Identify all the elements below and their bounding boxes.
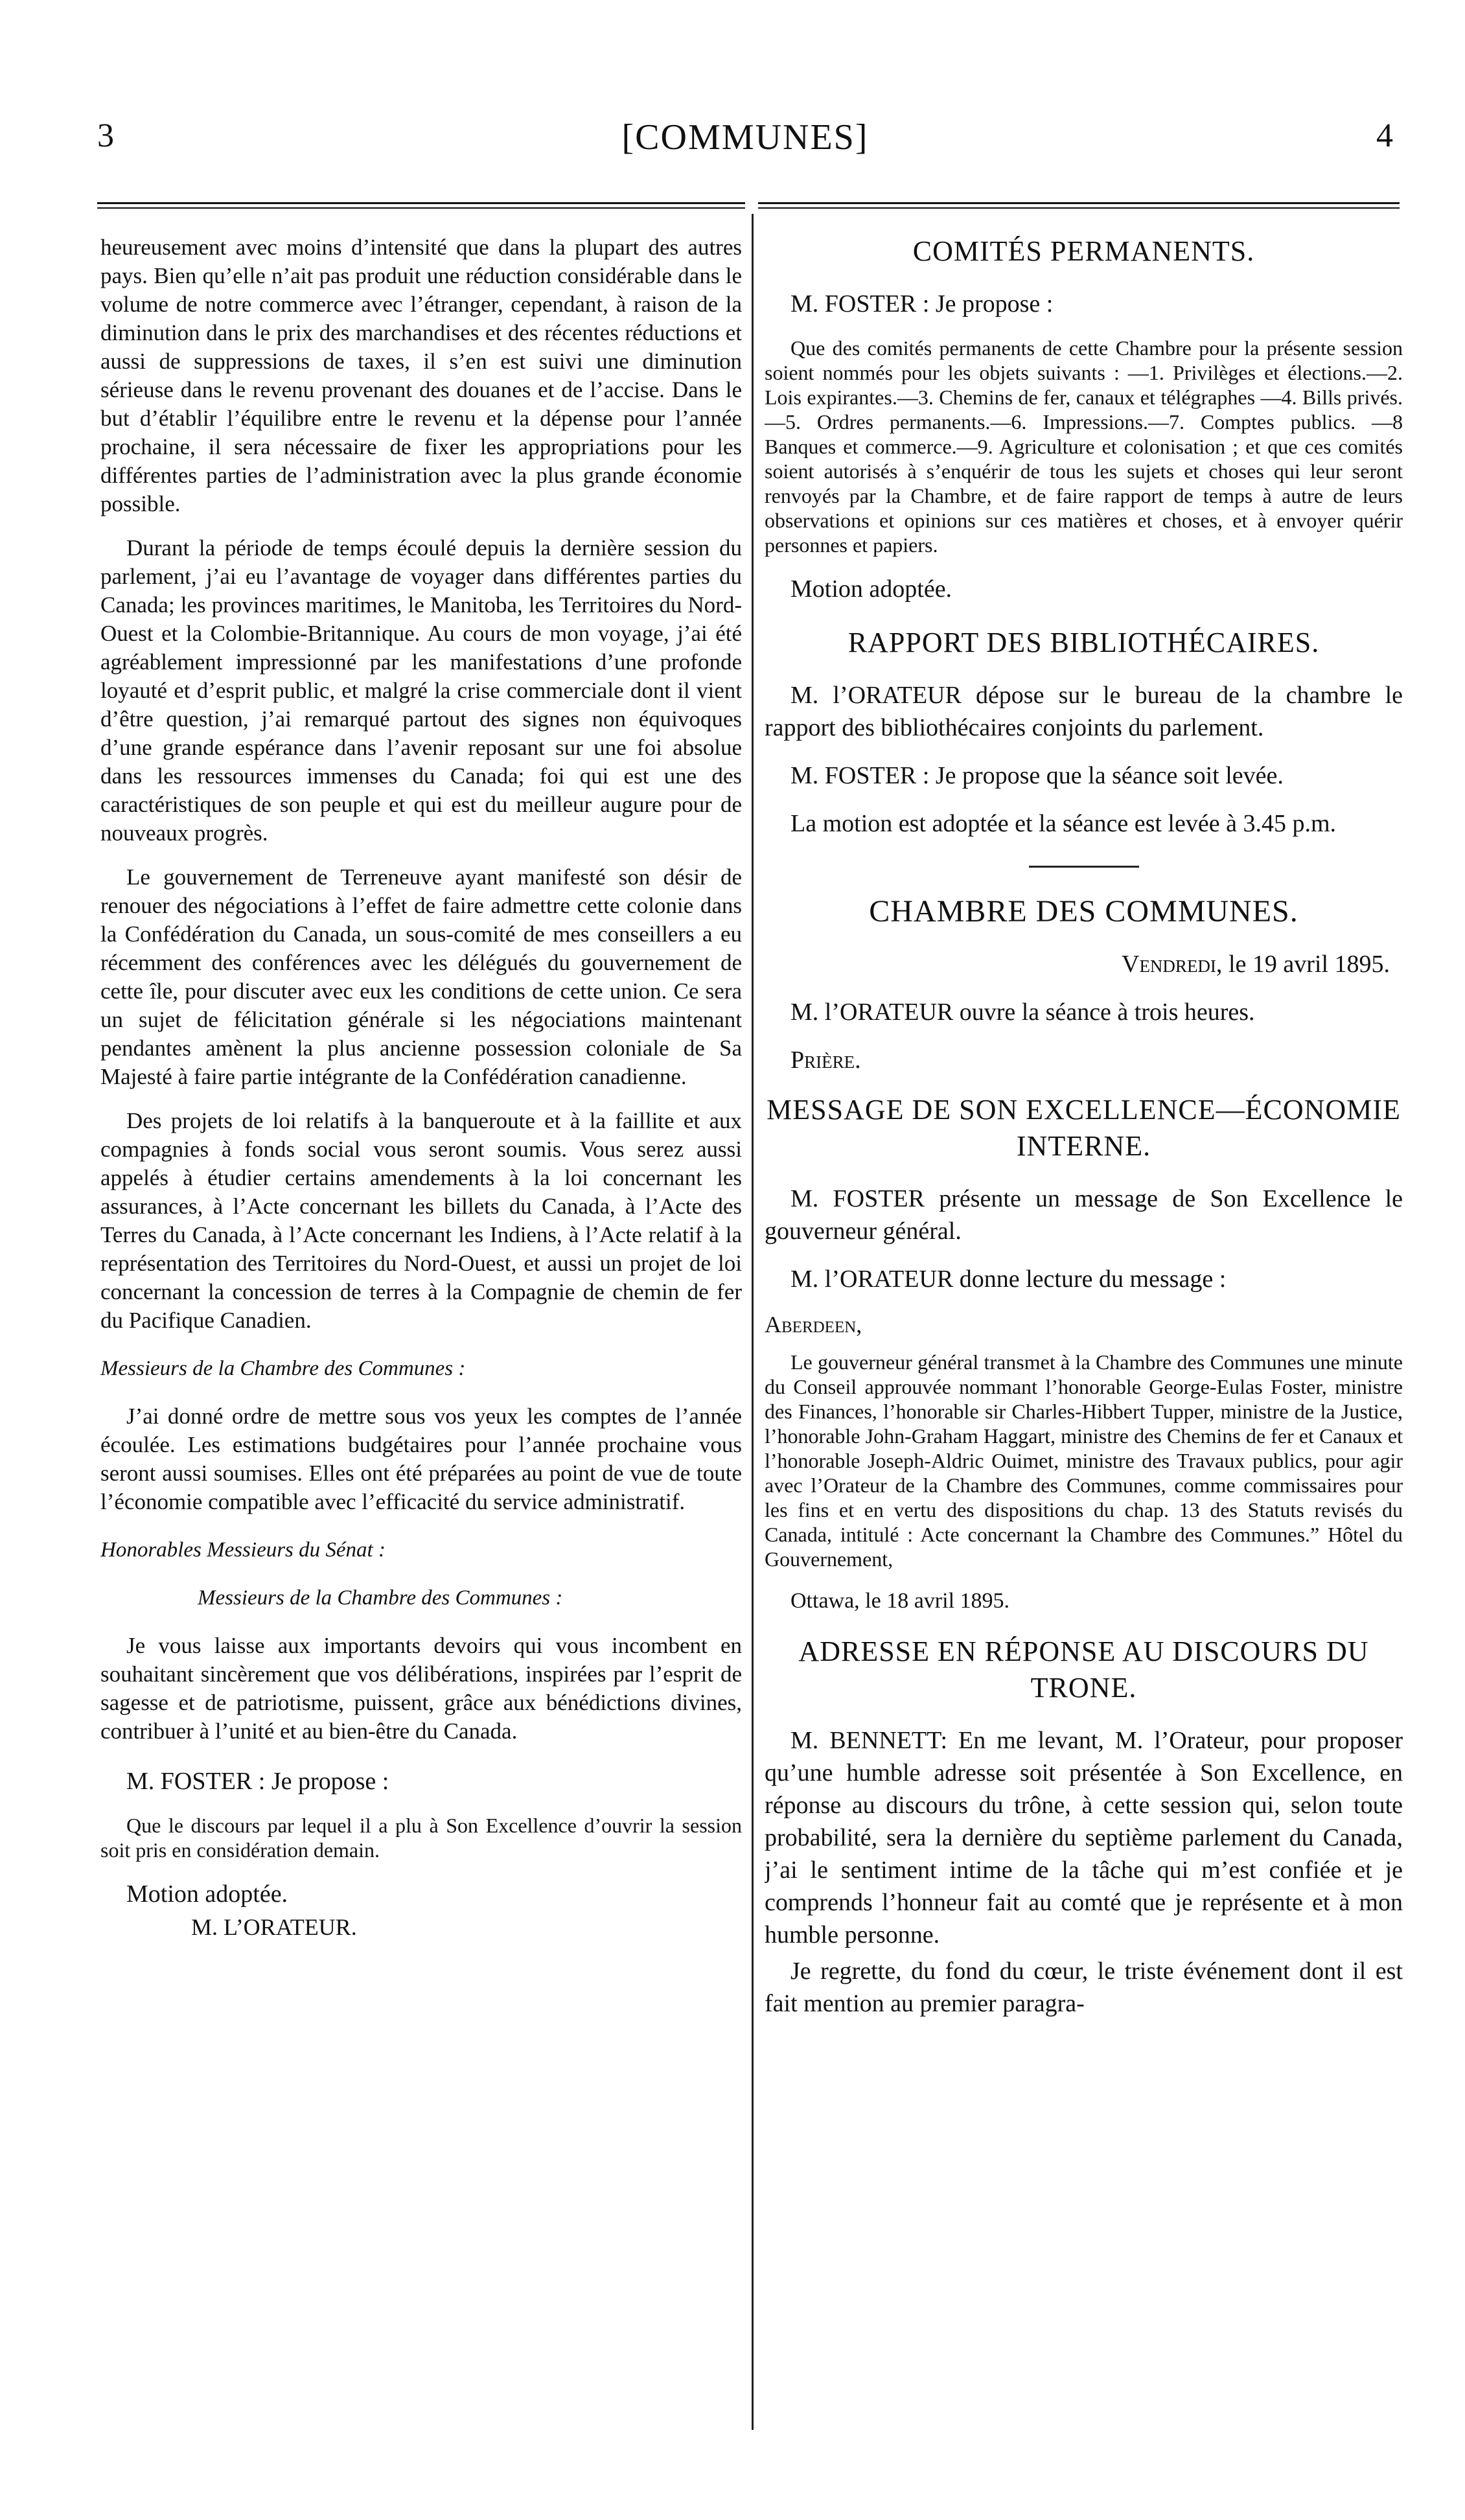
signature-orateur: M. L’ORATEUR. [191, 1914, 357, 1940]
motion-text: Que le discours par lequel il a plu à Son Excellence d’ouvrir la session soit pris en considération demain. [100, 1814, 742, 1862]
sitting-date [765, 948, 1390, 980]
paragraph: Je vous laisse aux importants devoirs qui vous incombent en souhaitant sincèrement que vos délibérations, inspirées par l’esprit de sagesse et de patriotisme, puissent, grâce aux bénédictions divines, contribuer à l’unité et au bien-être du Canada. [100, 1633, 742, 1744]
message-text: Le gouverneur général transmet à la Chambre des Communes une minute du Conseil approuvée nommant l’honorable George-Eulas Foster, ministre des Finances, l’honorable sir Charles-Hibbert Tupper, ministre de la Justice, l’honorable John-Graham Haggart, ministre des Chemins de fer et Canaux et l’honorable Joseph-Aldric Ouimet, ministre des Travaux publics, pour agir avec l’Orateur de la Chambre des Communes, comme commissaires pour les fins et en vertu des dispositions du chap. 13 des Statuts revisés du Canada, intitulé : Acte concernant la Chambre des Communes.” Hôtel du Gouvernement, [765, 1350, 1403, 1571]
header-rule-right-2 [758, 207, 1400, 209]
priere: Prière. [790, 1046, 861, 1074]
column-divider [752, 214, 754, 2430]
paragraph: heureusement avec moins d’intensité que dans la plupart des autres pays. Bien qu’elle n’ait pas produit une réduction considérable dans le volume de notre commerce avec l’étranger, cependant, à raison de la diminution dans le prix des marchandises et des récentes réductions et aussi de suppressions de taxes, il s’en est suivi une diminution sérieuse dans le revenu provenant des douanes et de l’accise. Dans le but d’établir l’équilibre entre le revenu et la dépense pour l’année prochaine, il sera nécessaire de fixer les appropriations pour les différentes parties de l’administration avec la plus grande économie possible. [100, 235, 742, 516]
sitting-date-rest: le 19 avril 1895. [1228, 951, 1390, 978]
page-header [97, 117, 1393, 168]
header-rule-left [97, 202, 745, 204]
salutation: Messieurs de la Chambre des Communes : [198, 1586, 563, 1610]
salutation: Messieurs de la Chambre des Communes : [100, 1357, 466, 1380]
section-heading: COMITÉS PERMANENTS. [912, 235, 1255, 267]
speaker-line: M. BENNETT: En me levant, M. l’Orateur, pour proposer qu’une humble adresse soit présentée à Son Excellence, en réponse au discours du trône, à cette session qui, selon toute probabilité, sera la dernière du septième parlement du Canada, j’ai le sentiment intime de la tâche qui m’est confiée et je comprends l’honneur fait au comté que je représente et à mon humble personne. [765, 1727, 1403, 1948]
message-signature: Aberdeen, [765, 1312, 862, 1337]
paragraph: Des projets de loi relatifs à la banqueroute et à la faillite et aux compagnies à fonds social vous seront soumis. Vous serez aussi appelés à étudier certains amendements à la loi concernant les assurances, à l’Acte concernant les billets du Canada, à l’Acte des Terres du Canada, à l’Acte concernant les Indiens, à l’Acte relatif à la représentation des Territoires du Nord-Ouest, et aussi un projet de loi concernant la concession de terres à la Compagnie de chemin de fer du Pacifique Canadien. [100, 1108, 742, 1333]
section-heading: MESSAGE DE SON EXCELLENCE—ÉCONOMIE INTERNE. [767, 1094, 1401, 1162]
motion-speaker: M. FOSTER : Je propose : [126, 1768, 389, 1795]
running-title: [COMMUNES] [621, 117, 869, 157]
section-heading: ADRESSE EN RÉPONSE AU DISCOURS DU TRONE. [798, 1636, 1369, 1704]
page-number-right: 4 [1376, 117, 1393, 154]
sitting-day: Vendredi, [1122, 951, 1223, 978]
speaker-line: La motion est adoptée et la séance est levée à 3.45 p.m. [790, 810, 1337, 837]
salutation: Honorables Messieurs du Sénat : [100, 1538, 386, 1562]
paragraph: J’ai donné ordre de mettre sous vos yeux les comptes de l’année écoulée. Les estimations budgétaires pour l’année prochaine vous seront aussi soumises. Elles ont été préparées au point de vue de toute l’économie compatible avec l’efficacité du service administratif. [100, 1404, 742, 1514]
speaker-line: M. l’ORATEUR dépose sur le bureau de la chambre le rapport des bibliothécaires conjoints du parlement. [765, 682, 1403, 741]
speaker-line: M. l’ORATEUR donne lecture du message : [790, 1266, 1227, 1293]
page-number-left: 3 [97, 117, 114, 154]
header-rule-right [758, 202, 1400, 204]
left-column [100, 233, 742, 2436]
speaker-line: M. FOSTER : Je propose que la séance soit levée. [790, 762, 1284, 789]
motion-text: Que des comités permanents de cette Chambre pour la présente session soient nommés pour les objets suivants : —1. Privilèges et élections.—2. Lois expirantes.—3. Chemins de fer, canaux et télégraphes —4. Bills privés.—5. Ordres permanents.—6. Impressions.—7. Comptes publics. —8 Banques et commerce.—9. Agriculture et colonisation ; et que ces comités soient autorisés à s’enquérir de tous les sujets et choses qui leur seront renvoyés par la Chambre, et de faire rapport de temps à autre de leurs observations et opinions sur ces matières et choses, et à envoyer quérir personnes et papiers. [765, 336, 1403, 557]
speaker-line: Je regrette, du fond du cœur, le triste événement dont il est fait mention au premier paragra- [765, 1958, 1403, 2017]
speaker-line: M. FOSTER : Je propose : [790, 290, 1054, 318]
message-place: Ottawa, le 18 avril 1895. [790, 1589, 1010, 1613]
right-column [765, 233, 1403, 2436]
paragraph: Le gouvernement de Terreneuve ayant manifesté son désir de renouer des négociations à l’effet de faire admettre cette colonie dans la Confédération du Canada, un sous-comité de mes conseillers a eu récemment des conférences avec les délégués du gouvernement de cette île, pour discuter avec eux les conditions de cette union. Ce sera un sujet de félicitation générale si les négociations maintenant pendantes amènent la plus ancienne possession coloniale de Sa Majesté à faire partie intégrante de la Confédération canadienne. [100, 864, 742, 1089]
speaker-line: M. FOSTER présente un message de Son Excellence le gouverneur général. [765, 1185, 1403, 1245]
header-rule-left-2 [97, 207, 745, 209]
section-heading: CHAMBRE DES COMMUNES. [869, 894, 1298, 929]
paragraph: Durant la période de temps écoulé depuis la dernière session du parlement, j’ai eu l’avantage de voyager dans différentes parties du Canada; les provinces maritimes, le Manitoba, les Territoires du Nord-Ouest et la Colombie-Britannique. Au cours de mon voyage, j’ai été agréablement impressionné par les manifestations d’une profonde loyauté et d’esprit public, et malgré la crise commerciale dont il vient d’être question, j’ai remarqué partout des signes non équivoques d’une grande espérance dans l’avenir reposant sur une foi absolue dans les ressources immenses du Canada; foi qui est une des caractéristiques de son peuple et qui est du meilleur augure pour de nouveaux progrès. [100, 535, 742, 846]
section-heading: RAPPORT DES BIBLIOTHÉCAIRES. [848, 627, 1320, 658]
speaker-line: M. l’ORATEUR ouvre la séance à trois heures. [790, 999, 1255, 1026]
section-rule [1029, 866, 1139, 868]
motion-adopted: Motion adoptée. [126, 1880, 288, 1908]
motion-adopted: Motion adoptée. [790, 575, 952, 603]
